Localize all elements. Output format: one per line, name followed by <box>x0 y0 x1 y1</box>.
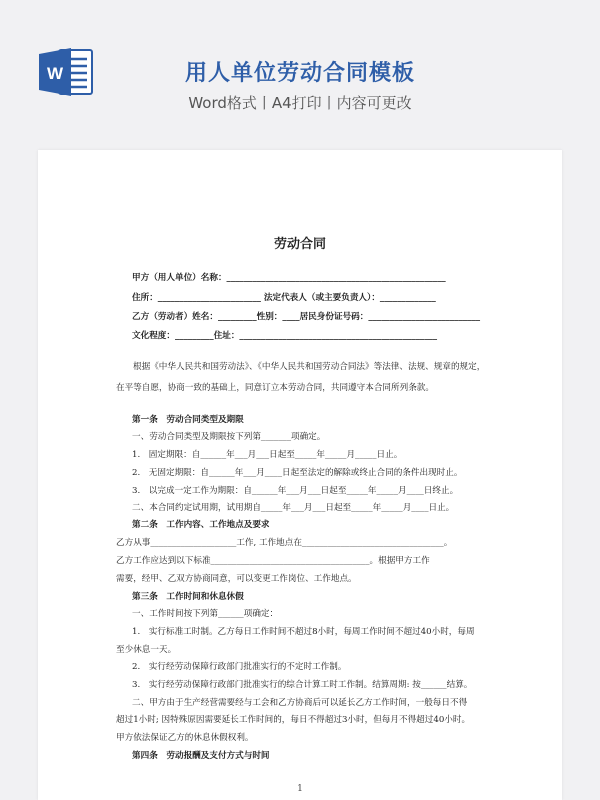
field-employer-name: 甲方（用人单位）名称：___________________________________________________ <box>132 273 446 283</box>
clause-line: 二、本合同约定试用期，试用期自_____年___月___日起至_____年_____月____日止。 <box>132 503 455 513</box>
clause-line: 3. 以完成一定工作为期限：自______年___月___日起至_____年_____月____日终止。 <box>132 486 459 496</box>
clause-line: 一、劳动合同类型及期限按下列第_______项确定。 <box>132 432 326 442</box>
intro-paragraph: 根据《中华人民共和国劳动法》、《中华人民共和国劳动合同法》等法律、法规、规章的规定，在平等自愿，协商一致的基础上，同意订立本劳动合同，共同遵守本合同所列条款。 <box>116 362 486 393</box>
clause-line: 2. 无固定期限：自______年___月____日起至法定的解除或终止合同的条件出现时止。 <box>132 468 463 478</box>
page-subtitle: Word格式丨A4打印丨内容可更改 <box>188 94 412 112</box>
clause-line: 超过1小时; 因特殊原因需要延长工作时间的，每日不得超过3小时，但每月不得超过40小时。 <box>116 715 471 725</box>
clause-heading: 第二条 工作内容、工作地点及要求 <box>132 520 270 530</box>
banner-header <box>0 0 600 150</box>
clause-line: 甲方依法保证乙方的休息休假权利。 <box>116 733 254 743</box>
clause-line: 一、工作时间按下列第______项确定： <box>132 609 279 619</box>
clause-heading: 第三条 工作时间和休息休假 <box>132 592 244 602</box>
clause-line: 乙方从事____________________工作, 工作地点在_________________________________。 <box>116 538 453 548</box>
clause-line: 乙方工作应达到以下标准_____________________________________。根据甲方工作 <box>116 556 430 566</box>
field-education: 文化程度：_________住址：______________________________________________ <box>132 331 438 341</box>
contract-title: 劳动合同 <box>273 237 326 252</box>
clause-heading: 第四条 劳动报酬及支付方式与时间 <box>132 751 270 761</box>
clause-line: 3. 实行经劳动保障行政部门批准实行的综合计算工时工作制。结算周期: 按______结算。 <box>132 680 473 690</box>
clause-line: 二、甲方由于生产经营需要经与工会和乙方协商后可以延长乙方工作时间，一般每日不得 <box>132 698 468 708</box>
field-employee: 乙方（劳动者）姓名：_________性别：____居民身份证号码：__________________________ <box>132 312 481 322</box>
clause-line: 至少休息一天。 <box>116 645 177 655</box>
clause-heading: 第一条 劳动合同类型及期限 <box>132 415 244 425</box>
svg-text:W: W <box>46 64 64 83</box>
clause-line: 2. 实行经劳动保障行政部门批准实行的不定时工作制。 <box>132 662 347 672</box>
page-title: 用人单位劳动合同模板 <box>184 61 415 86</box>
field-address: 住所：________________________ 法定代表人（或主要负责人）：_____________ <box>132 293 436 303</box>
clause-line: 需要，经甲、乙双方协商同意，可以变更工作岗位、工作地点。 <box>116 574 357 584</box>
clause-line: 1. 固定期限：自______年___月___日起至_____年_____月_____日止。 <box>132 450 403 460</box>
clause-line: 1. 实行标准工时制。乙方每日工作时间不超过8小时，每周工作时间不超过40小时，每周 <box>132 627 475 637</box>
page-number: 1 <box>297 784 303 794</box>
